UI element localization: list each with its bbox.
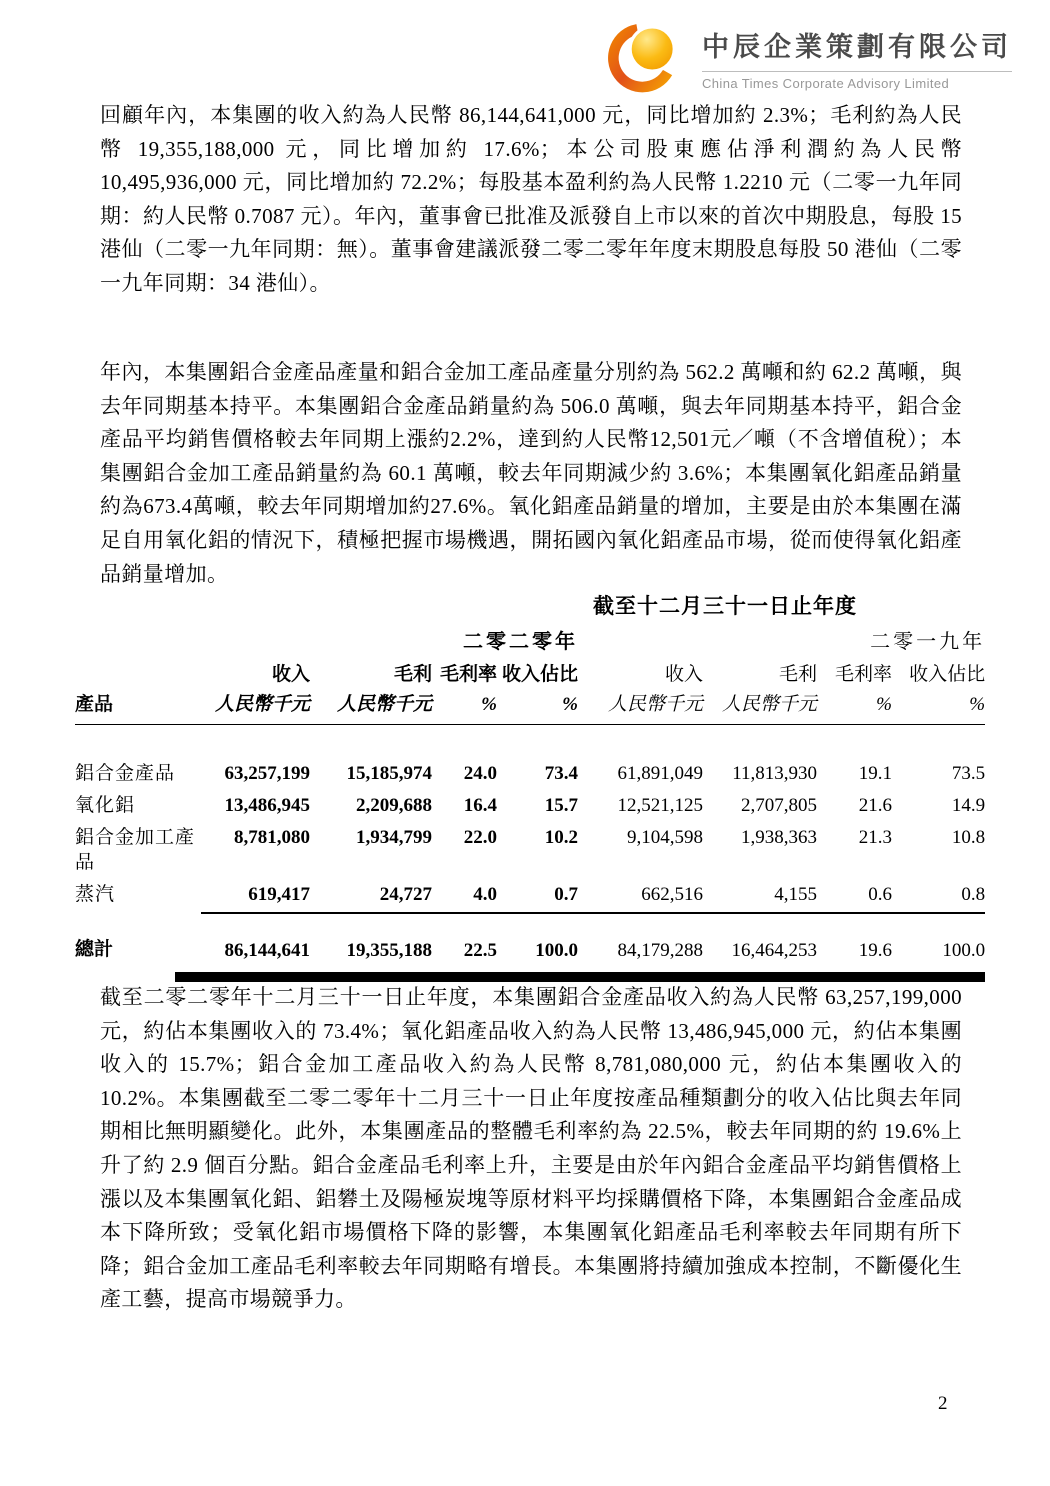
value-cell: 100.0 (942, 940, 986, 961)
value-cell: 15,185,974 (346, 763, 432, 784)
value-cell: 14.9 (951, 795, 986, 816)
value-cell: 1,934,799 (356, 827, 432, 848)
value-cell: 24,727 (310, 875, 432, 913)
value-cell: 19,355,188 (346, 940, 432, 961)
value-cell: 19.6 (858, 940, 892, 961)
total-label-cell: 總計 (75, 939, 114, 960)
product-name-cell: 蒸汽 (75, 884, 116, 905)
unit-cell: % (432, 692, 497, 725)
table-row (75, 818, 985, 875)
financial-results-table (75, 594, 985, 982)
value-cell: 11,813,930 (732, 763, 817, 784)
empty-cell (75, 662, 201, 692)
value-cell: 100.0 (535, 940, 578, 961)
product-name-cell: 鋁合金產品 (75, 763, 176, 784)
value-cell: 61,891,049 (617, 763, 703, 784)
value-cell: 0.8 (892, 875, 985, 913)
paragraph-revenue-summary: 回顧年內，本集團的收入約為人民幣 86,144,641,000 元，同比增加約 2.3%；毛利約為人民幣 19,355,188,000 元，同比增加約 17.6%；本公司股東應佔淨利潤約為人民幣 10,495,936,000 元，同比增加約 72.2%；每股基本盈利約為人民幣 1.2210 元（二零一九年同期：約人民幣 0.7087 元）。年內，董事會已批准及派發自上市以來的首次中期股息，每股 15 港仙（二零一九年同期：無）。董事會建議派發二零二零年年度末期股息每股 50 港仙（二零一九年同期：34 港仙）。 (100, 103, 962, 295)
value-cell: 8,781,080 (234, 827, 310, 848)
value-cell: 1,938,363 (741, 827, 817, 848)
value-cell: 13,486,945 (224, 795, 310, 816)
company-name-zh: 中辰企業策劃有限公司 (702, 25, 1012, 72)
column-header: 毛利 (393, 664, 432, 685)
product-name-cell: 鋁合金加工產品 (75, 827, 196, 873)
table-row (75, 692, 985, 725)
company-name-en: China Times Corporate Advisory Limited (702, 76, 950, 91)
column-header: 收入 (664, 664, 703, 685)
value-cell: 662,516 (578, 875, 703, 913)
product-column-label: 產品 (75, 692, 201, 725)
value-cell: 0.6 (817, 875, 892, 913)
table-row (75, 725, 985, 787)
value-cell: 2,707,805 (741, 795, 817, 816)
year-2020-header: 二零二零年 (463, 631, 578, 653)
value-cell: 15.7 (544, 795, 578, 816)
column-header: 收入 (271, 664, 310, 685)
value-cell: 4.0 (432, 875, 497, 913)
unit-cell: % (817, 692, 892, 725)
column-header: 毛利 (778, 664, 817, 685)
value-cell: 22.5 (463, 940, 497, 961)
unit-cell: 人民幣千元 (201, 692, 310, 725)
logo-sphere-swoosh-icon (600, 22, 688, 94)
empty-cell (75, 630, 201, 662)
total-row (75, 913, 985, 965)
value-cell: 4,155 (703, 875, 817, 913)
value-cell: 22.0 (463, 827, 497, 848)
value-cell: 24.0 (463, 763, 497, 784)
column-header: 收入佔比 (501, 664, 578, 685)
table-row (75, 630, 985, 662)
logo-text (702, 25, 1012, 91)
value-cell: 0.7 (497, 875, 578, 913)
value-cell: 86,144,641 (224, 940, 310, 961)
table-row (75, 965, 985, 982)
value-cell: 63,257,199 (224, 763, 310, 784)
paragraph-revenue-breakdown: 截至二零二零年十二月三十一日止年度，本集團鋁合金產品收入約為人民幣 63,257,199,000 元，約佔本集團收入的 73.4%；氧化鋁產品收入約為人民幣 13,486,945,000 元，約佔本集團收入的 15.7%；鋁合金加工產品收入約為人民幣 8,781,080,000 元，約佔本集團收入的 10.2%。本集團截至二零二零年十二月三十一日止年度按產品種類劃分的收入佔比與去年同期相比無明顯變化。此外，本集團產品的整體毛利率約為 22.5%，較去年同期的約 19.6%上升了約 2.9 個百分點。鋁合金產品毛利率上升，主要是由於年內鋁合金產品平均銷售價格上漲以及本集團氧化鋁、鋁礬土及陽極炭塊等原材料平均採購價格下降，本集團鋁合金產品成本下降所致；受氧化鋁市場價格下降的影響，本集團氧化鋁產品毛利率較去年同期有所下降；鋁合金加工產品毛利率較去年同期略有增長。本集團將持續加強成本控制，不斷優化生產工藝，提高市場競爭力。 (100, 985, 962, 1312)
paragraph-production-volume: 年內，本集團鋁合金產品產量和鋁合金加工產品產量分別約為 562.2 萬噸和約 62.2 萬噸，與去年同期基本持平。本集團鋁合金產品銷量約為 506.0 萬噸，與去年同期基本持平，鋁合金產品平均銷售價格較去年同期上漲約2.2%，達到約人民幣12,501元／噸（不含增值稅）；本集團鋁合金加工產品銷量約為 60.1 萬噸，較去年同期減少約 3.6%；本集團氧化鋁產品銷量約為673.4萬噸，較去年同期增加約27.6%。氧化鋁產品銷量的增加，主要是由於本集團在滿足自用氧化鋁的情況下，積極把握市場機遇，開拓國內氧化鋁產品市場，從而使得氧化鋁產品銷量增加。 (100, 360, 962, 586)
unit-cell: % (892, 692, 985, 725)
unit-cell: 人民幣千元 (310, 692, 432, 725)
unit-cell: 人民幣千元 (578, 692, 703, 725)
unit-cell: % (497, 692, 578, 725)
value-cell: 10.2 (544, 827, 578, 848)
column-header: 毛利率 (834, 664, 892, 685)
value-cell: 19.1 (858, 763, 892, 784)
value-cell: 21.6 (858, 795, 892, 816)
value-cell: 2,209,688 (356, 795, 432, 816)
value-cell: 16,464,253 (731, 940, 817, 961)
unit-cell: 人民幣千元 (703, 692, 817, 725)
table-row (75, 662, 985, 692)
table-row (75, 875, 985, 913)
value-cell: 73.5 (951, 763, 986, 784)
table-row (75, 786, 985, 818)
value-cell: 84,179,288 (617, 940, 703, 961)
company-logo (600, 22, 1012, 94)
year-2019-header: 二零一九年 (870, 631, 986, 653)
value-cell: 21.3 (858, 827, 892, 848)
value-cell: 9,104,598 (627, 827, 703, 848)
value-cell: 10.8 (951, 827, 986, 848)
product-name-cell: 氧化鋁 (75, 795, 136, 816)
value-cell: 619,417 (201, 875, 310, 913)
column-header: 收入佔比 (909, 664, 986, 685)
bar-cell (75, 965, 985, 982)
value-cell: 12,521,125 (617, 795, 703, 816)
table-title: 截至十二月三十一日止年度 (593, 594, 857, 618)
value-cell: 73.4 (544, 763, 578, 784)
column-header: 毛利率 (439, 664, 497, 685)
value-cell: 16.4 (463, 795, 497, 816)
table-row (75, 594, 985, 630)
page-number: 2 (938, 1393, 948, 1414)
